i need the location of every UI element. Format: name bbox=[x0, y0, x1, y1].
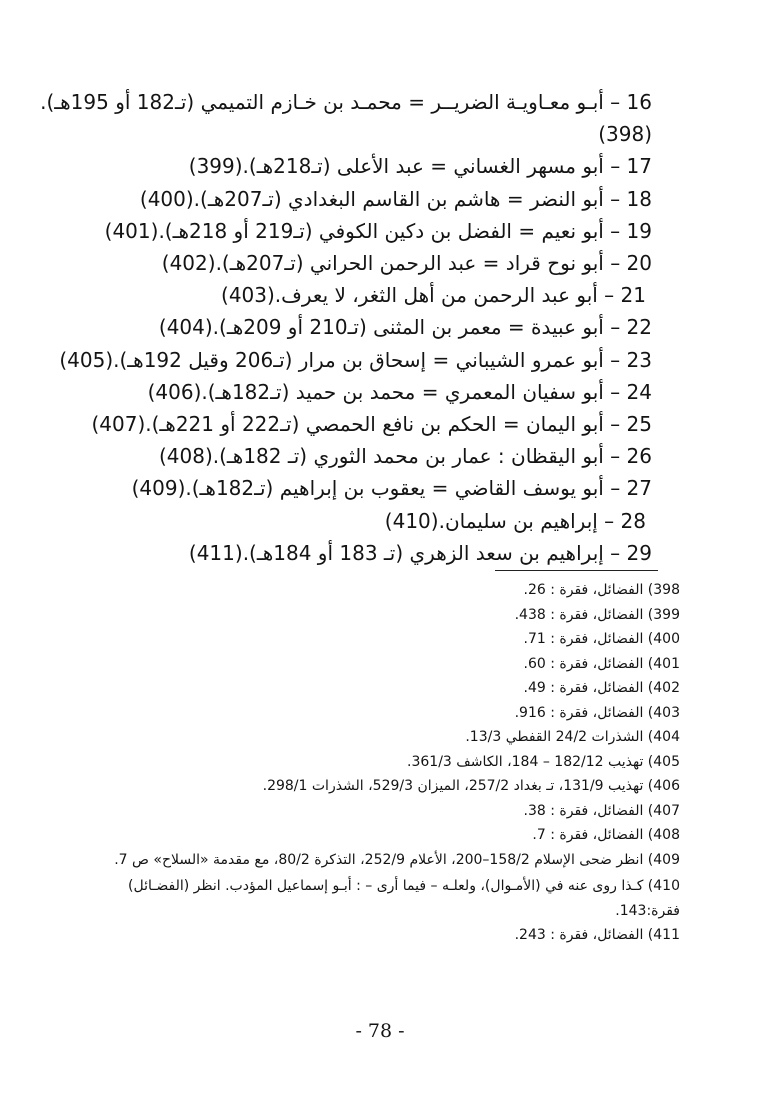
list-item: 18 – أبو النضر = هاشم بن القاسم البغدادي (تـ207هـ).(400) bbox=[139, 186, 652, 211]
list-item: 25 – أبو اليمان = الحكم بن نافع الحمصي (تـ222 أو 221هـ).(407) bbox=[91, 412, 652, 437]
footnote: 410) كـذا روى عنه في (الأمـوال)، ولعلـه – فيما أرى – : أبـو إسماعيل المؤدب. انظر (الفضـائل) فقرة:143. bbox=[128, 878, 680, 919]
footnote-divider bbox=[495, 570, 658, 571]
list-item: 22 – أبو عبيدة = معمر بن المثنى (تـ210 أو 209هـ).(404) bbox=[158, 315, 652, 340]
list-item: 23 – أبو عمرو الشيباني = إسحاق بن مرار (تـ206 وقيل 192هـ).(405) bbox=[59, 347, 652, 372]
list-item: 28 – إبراهيم بن سليمان.(410) bbox=[384, 508, 646, 533]
list-item: 29 – إبراهيم بن سعد الزهري (تـ 183 أو 184هـ).(411) bbox=[188, 540, 652, 565]
footnote: 401) الفضائل، فقرة : 60. bbox=[523, 655, 680, 672]
footnote: 404) الشذرات 24/2 القفطي 13/3. bbox=[465, 729, 680, 745]
narrator-list bbox=[40, 86, 652, 569]
footnote: 408) الفضائل، فقرة : 7. bbox=[532, 827, 680, 843]
list-item: 19 – أبو نعيم = الفضل بن دكين الكوفي (تـ219 أو 218هـ).(401) bbox=[104, 218, 652, 243]
footnote: 400) الفضائل، فقرة : 71. bbox=[523, 631, 680, 647]
footnotes bbox=[70, 578, 680, 948]
footnote: 405) تهذيب 182/12 – 184، الكاشف 361/3. bbox=[407, 753, 680, 770]
list-item: 26 – أبو اليقظان : عمار بن محمد الثوري (تـ 182هـ).(408) bbox=[158, 444, 652, 469]
list-item: 20 – أبو نوح قراد = عبد الرحمن الحراني (تـ207هـ).(402) bbox=[161, 251, 652, 276]
list-item: 24 – أبو سفيان المعمري = محمد بن حميد (تـ182هـ).(406) bbox=[147, 379, 652, 404]
footnote: 407) الفضائل، فقرة : 38. bbox=[523, 802, 680, 819]
footnote: 398) الفضائل، فقرة : 26. bbox=[523, 582, 680, 598]
list-item: 16 – أبـو معـاويـة الضريــر = محمـد بن خـازم التميمي (تـ182 أو 195هـ).(398) bbox=[40, 90, 652, 147]
list-item: 21 – أبو عبد الرحمن من أهل الثغر، لا يعرف.(403) bbox=[221, 283, 646, 308]
footnote: 399) الفضائل، فقرة : 438. bbox=[514, 606, 680, 623]
footnote: 403) الفضائل، فقرة : 916. bbox=[514, 704, 680, 721]
footnote: 402) الفضائل، فقرة : 49. bbox=[523, 680, 680, 696]
footnote: 406) تهذيب 131/9، تـ بغداد 257/2، الميزان 529/3، الشذرات 298/1. bbox=[262, 778, 680, 794]
list-item: 17 – أبو مسهر الغساني = عبد الأعلى (تـ218هـ).(399) bbox=[188, 154, 652, 179]
footnote: 409) انظر ضحى الإسلام 158/2–200، الأعلام 252/9، التذكرة 80/2، مع مقدمة «السلاح» ص 7. bbox=[114, 851, 680, 868]
page-number: - 78 - bbox=[355, 1020, 405, 1042]
list-item: 27 – أبو يوسف القاضي = يعقوب بن إبراهيم (تـ182هـ).(409) bbox=[131, 476, 652, 501]
footnote: 411) الفضائل، فقرة : 243. bbox=[514, 927, 680, 943]
